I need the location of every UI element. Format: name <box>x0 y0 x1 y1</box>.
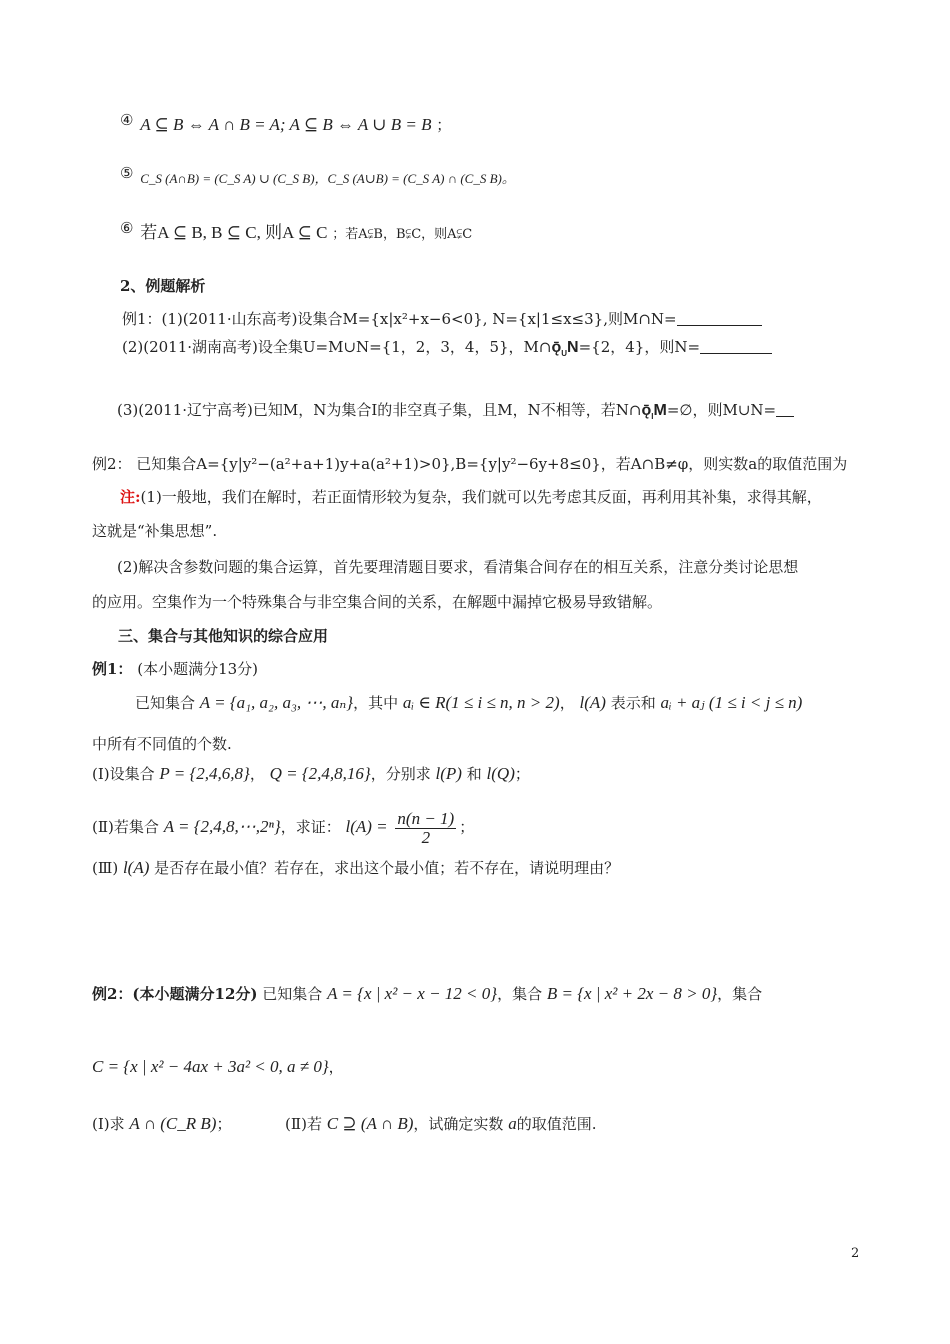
formula: P = {2,4,6,8} <box>159 764 250 783</box>
item-6 <box>120 218 472 245</box>
problem-1-header <box>92 659 258 679</box>
fraction-numerator: n(n − 1) <box>397 808 455 828</box>
text: 和 <box>466 765 482 783</box>
complement-symbol: $ǭ_IM$ <box>641 402 667 422</box>
problem-1-q1 <box>92 764 530 784</box>
answer-blank <box>700 339 772 354</box>
formula: l(A) = <box>345 817 388 836</box>
item-4 <box>120 110 451 135</box>
item-number: ⑤ <box>120 164 134 182</box>
problem-1-q2 <box>92 808 474 847</box>
formula: B = {x | x² + 2x − 8 > 0} <box>546 984 718 1003</box>
text: ； <box>459 818 475 836</box>
formula: l(A) <box>579 693 606 712</box>
formula: C ⊇ (A ∩ B) <box>326 1114 414 1133</box>
formula: 若A ⊆ B, B ⊆ C, 则A ⊆ C <box>140 223 328 242</box>
text: (Ⅲ) <box>92 859 119 877</box>
formula: C_S (A∩B) = (C_S A) ∪ (C_S B)，C_S (A∪B) = (C_S A) ∩ (C_S B)。 <box>140 171 515 186</box>
item-number: ④ <box>120 111 134 129</box>
text: =∅，则M∪N= <box>666 401 777 419</box>
text: ； <box>514 765 530 783</box>
note-label: 注: <box>120 488 141 506</box>
text: ，集合 <box>717 985 763 1003</box>
formula: C = {x | x² − 4ax + 3a² < 0, a ≠ 0} <box>92 1057 329 1076</box>
text: (Ⅱ)若 <box>285 1115 322 1133</box>
example-1-part-2 <box>122 337 772 364</box>
text: 是否存在最小值？若存在，求出这个最小值；若不存在，请说明理由？ <box>154 859 620 877</box>
item-number: ⑥ <box>120 219 134 237</box>
problem-2-set-c <box>92 1057 344 1077</box>
text: (2)(2011·湖南高考)设全集U=M∪N={1，2，3，4，5}，M∩ <box>122 338 552 356</box>
complement-symbol: $ǭ_UN$ <box>551 339 579 359</box>
fraction-denominator: 2 <box>421 827 431 847</box>
problem-label: 例2：(本小题满分12分) <box>92 985 258 1003</box>
text: ； <box>216 1115 232 1133</box>
note-line-2: 这就是“补集思想”. <box>92 522 218 540</box>
text: (1)一般地，我们在解时，若正面情形较为复杂，我们就可以先考虑其反面，再利用其补集，求得其解， <box>140 488 822 506</box>
punctuation: ； <box>436 116 452 134</box>
problem-1-statement <box>135 693 802 713</box>
example-1-part-3 <box>117 400 794 427</box>
text: 表示和 <box>610 694 656 712</box>
text: 已知集合 <box>135 694 196 712</box>
text: 的取值范围. <box>516 1115 597 1133</box>
text: ，分别求 <box>370 765 431 783</box>
formula: aᵢ + aⱼ (1 ≤ i < j ≤ n) <box>660 693 803 712</box>
problem-2-statement <box>92 984 762 1004</box>
problem-1-q3 <box>92 858 619 878</box>
formula: A = {x | x² − x − 12 < 0} <box>327 984 498 1003</box>
text: (3)(2011·辽宁高考)已知M，N为集合I的非空真子集，且M，N不相等，若N∩ <box>117 401 642 419</box>
answer-blank <box>677 311 762 326</box>
formula: A = {a₁, a₂, a₃, ⋯, aₙ} <box>199 693 354 712</box>
text: (Ⅰ)设集合 <box>92 765 155 783</box>
text: ，试确定实数 <box>413 1115 504 1133</box>
text: 已知集合 <box>262 985 323 1003</box>
formula: l(Q) <box>486 764 515 783</box>
formula: A ⊆ B ⇔ A ∩ B = A; A ⊆ B ⇔ A ∪ B = B <box>140 115 432 134</box>
fraction <box>395 810 456 847</box>
section-heading: 三、集合与其他知识的综合应用 <box>118 627 329 645</box>
text: (Ⅰ)求 <box>92 1115 125 1133</box>
note-line-3: (2)解决含参数问题的集合运算，首先要理清题目要求，看清集合间存在的相互关系，注意分类讨论思想 <box>117 558 799 576</box>
text: (Ⅱ)若集合 <box>92 818 159 836</box>
item-5 <box>120 163 515 189</box>
example-1-part-1 <box>122 309 762 329</box>
problem-2-questions <box>92 1114 596 1134</box>
text: 例1：(1)(2011·山东高考)设集合M={x|x²+x−6<0}, N={x|1≤x≤3},则M∩N= <box>122 310 677 328</box>
note-line-4: 的应用。空集作为一个特殊集合与非空集合间的关系，在解题中漏掉它极易导致错解。 <box>92 593 663 611</box>
text: ={2，4}，则N= <box>578 338 701 356</box>
text: ，集合 <box>497 985 543 1003</box>
formula: l(A) <box>122 858 150 877</box>
section-heading: 2、例题解析 <box>120 277 206 295</box>
formula: A = {2,4,8,⋯,2ⁿ} <box>163 817 281 836</box>
text: ，求证： <box>280 818 341 836</box>
problem-1-statement-cont: 中所有不同值的个数. <box>92 735 232 753</box>
note-line-1 <box>120 487 822 507</box>
text: ， <box>559 694 575 712</box>
text: ，其中 <box>353 694 399 712</box>
example-2: 例2： 已知集合A={y|y²−(a²+a+1)y+a(a²+1)>0},B={y|y²−6y+8≤0}，若A∩B≠φ，则实数a的取值范围为 <box>92 455 848 473</box>
formula-tail: ；若A⫋B，B⫋C，则A⫋C <box>332 227 473 242</box>
formula: Q = {2,4,8,16} <box>269 764 371 783</box>
text: ， <box>249 765 265 783</box>
score: (本小题满分13分) <box>137 660 259 678</box>
formula: A ∩ (C_R B) <box>129 1114 217 1133</box>
formula: l(P) <box>435 764 462 783</box>
formula: aᵢ ∈ R(1 ≤ i ≤ n, n > 2) <box>402 693 560 712</box>
answer-blank <box>776 402 794 417</box>
problem-label: 例1： <box>92 660 133 678</box>
formula: a <box>508 1114 517 1133</box>
page-number: 2 <box>851 1246 860 1261</box>
text: ， <box>328 1058 344 1076</box>
